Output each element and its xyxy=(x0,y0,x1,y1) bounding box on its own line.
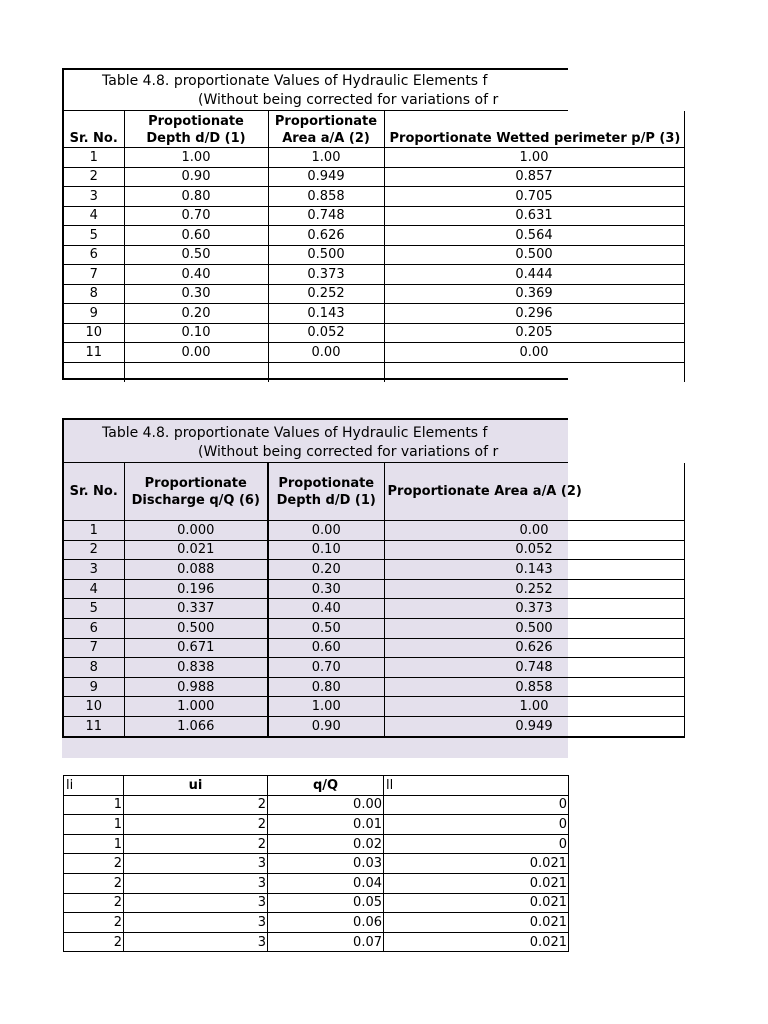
table-cell[interactable]: 10 xyxy=(64,697,124,717)
table-cell[interactable]: 11 xyxy=(64,716,124,736)
table-row xyxy=(64,893,569,913)
table-cell[interactable]: 11 xyxy=(64,343,124,363)
table-cell[interactable]: 3 xyxy=(64,560,124,580)
table-cell[interactable]: 0.021 xyxy=(384,893,569,913)
table-cell[interactable]: 0.01 xyxy=(268,815,384,835)
table-cell[interactable]: 0.838 xyxy=(124,658,268,678)
table-cell[interactable]: 10 xyxy=(64,323,124,343)
hydraulic-elements-table-2 xyxy=(62,418,582,758)
table-cell[interactable]: 0.07 xyxy=(268,932,384,952)
table-cell[interactable]: 0.00 xyxy=(124,343,268,363)
table-cell[interactable]: 3 xyxy=(124,913,268,933)
table-cell[interactable]: 7 xyxy=(64,638,124,658)
table-cell[interactable]: 0.000 xyxy=(124,521,268,541)
table-row xyxy=(64,618,684,638)
table-2-title xyxy=(64,420,568,463)
table-row xyxy=(64,815,569,835)
table-cell[interactable]: 2 xyxy=(64,873,124,893)
table-cell[interactable]: 1.00 xyxy=(268,697,384,717)
table-cell[interactable]: 0.373 xyxy=(268,265,384,285)
table-2-header-row xyxy=(64,463,684,521)
table-row xyxy=(64,913,569,933)
table-cell[interactable]: 0.20 xyxy=(124,304,268,324)
table-cell[interactable]: 0.252 xyxy=(384,579,684,599)
header-sr-no: Sr. No. xyxy=(64,463,124,521)
header-q-over-q: q/Q xyxy=(268,776,384,796)
table-cell[interactable]: 0.60 xyxy=(268,638,384,658)
table-cell[interactable]: 0.088 xyxy=(124,560,268,580)
table-cell[interactable]: 0.858 xyxy=(268,187,384,207)
table-cell[interactable]: 5 xyxy=(64,599,124,619)
table-cell[interactable]: 5 xyxy=(64,226,124,246)
table-cell[interactable]: 3 xyxy=(124,893,268,913)
table-cell[interactable]: 0.50 xyxy=(124,245,268,265)
table-cell[interactable]: 1 xyxy=(64,795,124,815)
table-2-grid xyxy=(64,463,685,738)
table-cell[interactable]: 0.021 xyxy=(384,932,569,952)
table-row xyxy=(64,148,684,168)
table-cell[interactable]: 0.00 xyxy=(268,795,384,815)
table-cell[interactable]: 7 xyxy=(64,265,124,285)
table-cell[interactable]: 0.337 xyxy=(124,599,268,619)
table-cell[interactable]: 2 xyxy=(64,540,124,560)
table-cell[interactable]: 0.05 xyxy=(268,893,384,913)
table-cell[interactable]: 0.60 xyxy=(124,226,268,246)
header-discharge: Proportionate Discharge q/Q (6) xyxy=(124,463,268,521)
table-cell[interactable]: 0.00 xyxy=(268,521,384,541)
table-cell[interactable]: 0.373 xyxy=(384,599,684,619)
table-cell[interactable]: 0.04 xyxy=(268,873,384,893)
header-area: Proportionate Area a/A (2) xyxy=(268,111,384,148)
table-cell[interactable]: 2 xyxy=(64,913,124,933)
table-row xyxy=(64,521,684,541)
table-row xyxy=(64,560,684,580)
table-cell[interactable]: 0.40 xyxy=(268,599,384,619)
table-cell[interactable]: 1.000 xyxy=(124,697,268,717)
table-row xyxy=(64,206,684,226)
hydraulic-elements-table-1 xyxy=(62,68,681,380)
header-area: Proportionate Area a/A (2) xyxy=(384,463,684,521)
table-cell[interactable]: 0.021 xyxy=(384,854,569,874)
table-cell[interactable]: 1 xyxy=(64,521,124,541)
table-cell[interactable]: 0.857 xyxy=(384,167,684,187)
table-cell[interactable]: 0.03 xyxy=(268,854,384,874)
table-row xyxy=(64,716,684,736)
table-row xyxy=(64,873,569,893)
table-cell[interactable]: 0 xyxy=(384,834,569,854)
table-cell[interactable]: 0.705 xyxy=(384,187,684,207)
table-cell[interactable]: 0.90 xyxy=(268,716,384,736)
table-cell[interactable]: 0.500 xyxy=(384,618,684,638)
table-1-title-line-1: Table 4.8. proportionate Values of Hydraulic Elements f xyxy=(102,73,488,89)
table-2-title-line-1: Table 4.8. proportionate Values of Hydraulic Elements f xyxy=(102,425,488,441)
table-cell[interactable]: 0.00 xyxy=(384,521,684,541)
header-li: li xyxy=(64,776,124,796)
table-cell[interactable]: 1 xyxy=(64,834,124,854)
table-cell[interactable]: 0.748 xyxy=(384,658,684,678)
table-cell[interactable]: 0 xyxy=(384,795,569,815)
table-row xyxy=(64,540,684,560)
table-cell[interactable]: 3 xyxy=(64,187,124,207)
table-cell[interactable]: 2 xyxy=(64,932,124,952)
table-row xyxy=(64,579,684,599)
table-cell[interactable]: 0.052 xyxy=(268,323,384,343)
table-cell[interactable]: 0.858 xyxy=(384,677,684,697)
table-cell[interactable]: 0.02 xyxy=(268,834,384,854)
table-cell[interactable]: 8 xyxy=(64,284,124,304)
table-row xyxy=(64,834,569,854)
table-cell[interactable]: 0.369 xyxy=(384,284,684,304)
header-wetted-perimeter: Proportionate Wetted perimeter p/P (3) xyxy=(384,111,684,148)
table-cell[interactable]: 2 xyxy=(64,893,124,913)
table-row xyxy=(64,226,684,246)
table-row xyxy=(64,599,684,619)
table-cell[interactable]: 0.00 xyxy=(268,343,384,363)
table-cell[interactable]: 2 xyxy=(124,815,268,835)
table-cell[interactable]: 2 xyxy=(124,795,268,815)
table-cell[interactable]: 0.50 xyxy=(268,618,384,638)
table-cell[interactable]: 0.021 xyxy=(384,913,569,933)
table-cell[interactable]: 0.748 xyxy=(268,206,384,226)
header-depth: Propotionate Depth d/D (1) xyxy=(268,463,384,521)
table-cell[interactable]: 1.00 xyxy=(384,697,684,717)
table-cell[interactable]: 4 xyxy=(64,206,124,226)
table-cell[interactable]: 0.296 xyxy=(384,304,684,324)
table-cell[interactable]: 3 xyxy=(124,873,268,893)
table-row xyxy=(64,638,684,658)
header-ll: ll xyxy=(384,776,569,796)
table-cell[interactable]: 2 xyxy=(124,834,268,854)
table-cell[interactable]: 6 xyxy=(64,245,124,265)
table-cell[interactable]: 0.80 xyxy=(268,677,384,697)
table-cell[interactable] xyxy=(124,362,268,382)
table-row xyxy=(64,795,569,815)
table-row-empty xyxy=(64,362,684,382)
table-cell[interactable]: 0.30 xyxy=(124,284,268,304)
table-row xyxy=(64,658,684,678)
table-cell[interactable]: 0.500 xyxy=(268,245,384,265)
table-cell[interactable]: 1 xyxy=(64,148,124,168)
table-cell[interactable]: 0.021 xyxy=(384,873,569,893)
table-row xyxy=(64,677,684,697)
table-cell[interactable]: 1.066 xyxy=(124,716,268,736)
table-cell[interactable]: 0.70 xyxy=(124,206,268,226)
table-1-title-line-2: (Without being corrected for variations of r xyxy=(198,92,499,108)
table-cell[interactable]: 3 xyxy=(124,932,268,952)
table-cell[interactable] xyxy=(268,362,384,382)
table-cell[interactable]: 0.143 xyxy=(384,560,684,580)
table-row xyxy=(64,304,684,324)
table-1-header-row xyxy=(64,111,684,148)
table-cell[interactable]: 0.80 xyxy=(124,187,268,207)
table-cell[interactable]: 0.021 xyxy=(124,540,268,560)
table-cell[interactable]: 0.564 xyxy=(384,226,684,246)
table-cell[interactable]: 0.10 xyxy=(268,540,384,560)
table-cell[interactable]: 1.00 xyxy=(384,148,684,168)
table-cell[interactable]: 0.988 xyxy=(124,677,268,697)
table-cell[interactable]: 0.205 xyxy=(384,323,684,343)
table-cell[interactable]: 2 xyxy=(64,167,124,187)
table-cell[interactable]: 9 xyxy=(64,304,124,324)
table-cell[interactable]: 1.00 xyxy=(124,148,268,168)
table-cell[interactable]: 4 xyxy=(64,579,124,599)
table-row xyxy=(64,284,684,304)
table-row xyxy=(64,187,684,207)
table-row xyxy=(64,323,684,343)
lookup-grid xyxy=(63,775,569,952)
table-cell[interactable]: 0.500 xyxy=(384,245,684,265)
table-2-title-line-2: (Without being corrected for variations of r xyxy=(198,444,499,460)
table-cell[interactable]: 0.06 xyxy=(268,913,384,933)
table-row xyxy=(64,167,684,187)
header-ui: ui xyxy=(124,776,268,796)
table-cell[interactable]: 8 xyxy=(64,658,124,678)
table-cell[interactable]: 0.90 xyxy=(124,167,268,187)
table-cell[interactable]: 9 xyxy=(64,677,124,697)
table-cell[interactable]: 0.626 xyxy=(384,638,684,658)
table-cell[interactable]: 0.10 xyxy=(124,323,268,343)
table-cell[interactable] xyxy=(384,362,684,382)
lookup-table xyxy=(63,775,568,952)
table-1-grid xyxy=(64,111,685,382)
table-cell[interactable]: 0.444 xyxy=(384,265,684,285)
table-cell[interactable]: 0.30 xyxy=(268,579,384,599)
table-cell[interactable]: 3 xyxy=(124,854,268,874)
table-row xyxy=(64,343,684,363)
table-cell[interactable]: 0.949 xyxy=(268,167,384,187)
table-row xyxy=(64,854,569,874)
table-cell[interactable]: 0.626 xyxy=(268,226,384,246)
table-cell[interactable]: 6 xyxy=(64,618,124,638)
lookup-header-row xyxy=(64,776,569,796)
table-cell[interactable]: 2 xyxy=(64,854,124,874)
table-cell[interactable]: 0.40 xyxy=(124,265,268,285)
header-depth: Propotionate Depth d/D (1) xyxy=(124,111,268,148)
table-cell[interactable]: 0.500 xyxy=(124,618,268,638)
table-row xyxy=(64,932,569,952)
table-cell[interactable]: 0.196 xyxy=(124,579,268,599)
table-cell[interactable]: 0.052 xyxy=(384,540,684,560)
table-cell[interactable] xyxy=(64,362,124,382)
table-row xyxy=(64,265,684,285)
table-cell[interactable]: 1 xyxy=(64,815,124,835)
table-cell[interactable]: 1.00 xyxy=(268,148,384,168)
table-cell[interactable]: 0 xyxy=(384,815,569,835)
table-cell[interactable]: 0.70 xyxy=(268,658,384,678)
table-cell[interactable]: 0.949 xyxy=(384,716,684,736)
table-cell[interactable]: 0.252 xyxy=(268,284,384,304)
table-1-title xyxy=(64,70,568,111)
table-row xyxy=(64,245,684,265)
header-sr-no: Sr. No. xyxy=(64,111,124,148)
table-row xyxy=(64,697,684,717)
table-cell[interactable]: 0.671 xyxy=(124,638,268,658)
table-2-frame xyxy=(62,418,582,738)
table-cell[interactable]: 0.00 xyxy=(384,343,684,363)
table-cell[interactable]: 0.20 xyxy=(268,560,384,580)
table-cell[interactable]: 0.631 xyxy=(384,206,684,226)
table-cell[interactable]: 0.143 xyxy=(268,304,384,324)
